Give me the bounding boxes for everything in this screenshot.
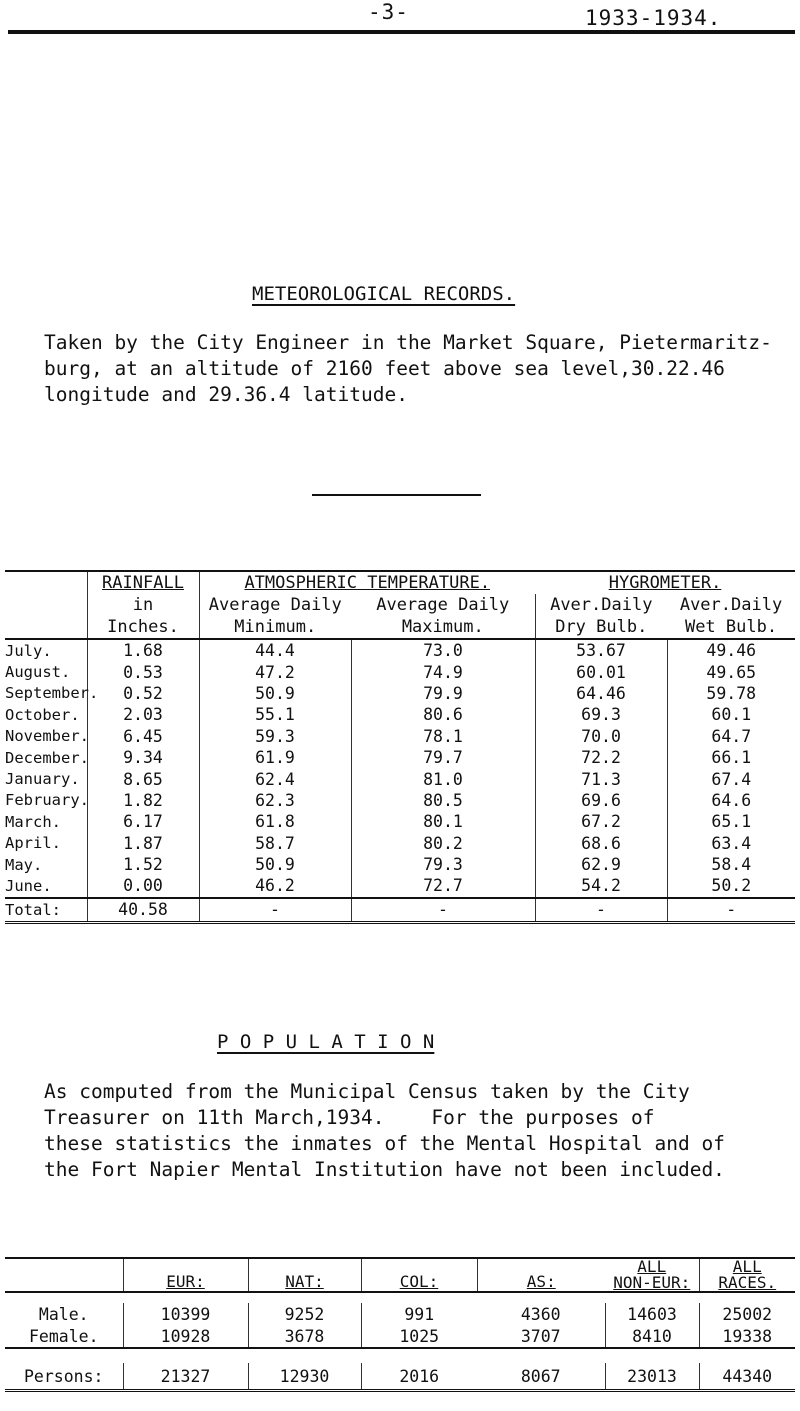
cell-min: 58.7 [199,833,351,854]
cell-rain: 1.82 [87,790,199,811]
page-year: 1933-1934. [585,6,722,30]
cell-all-races: 19338 [699,1325,795,1348]
month-label: May. [5,855,43,874]
cell-wet: 64.7 [667,726,795,747]
cell-dry: 62.9 [535,854,667,875]
cell-wet: 64.6 [667,790,795,811]
table-row [5,683,795,704]
total-max: - [351,898,535,923]
cell-dry: 53.67 [535,639,667,661]
cell-min: 62.4 [199,768,351,789]
cell-dry: 70.0 [535,726,667,747]
row-label: Persons: [5,1363,123,1391]
cell-as: 8067 [477,1363,605,1391]
hygrometer-header: HYGROMETER. [535,571,795,594]
cell-wet: 67.4 [667,768,795,789]
intro-line: Treasurer on 11th March,1934. For the purposes of [44,1106,655,1129]
cell-max: 80.1 [351,811,535,832]
month-label: September. [5,684,99,703]
persons-row [5,1363,795,1391]
cell-min: 44.4 [199,639,351,661]
cell-wet: 66.1 [667,747,795,768]
month-label: March. [5,812,61,831]
meteorological-title: METEOROLOGICAL RECORDS. [252,283,516,305]
cell-rain: 8.65 [87,768,199,789]
population-table [5,1257,795,1392]
cell-rain: 9.34 [87,747,199,768]
table-row [5,726,795,747]
total-rain: 40.58 [87,898,199,923]
total-row [5,898,795,923]
col-header: COL: [361,1258,477,1292]
row-label: Female. [5,1325,123,1348]
month-label: April. [5,834,61,853]
cell-non-eur: 14603 [605,1303,699,1325]
cell-nat: 3678 [248,1325,361,1348]
cell-wet: 59.78 [667,683,795,704]
dry-subheader: Aver.Daily [535,594,667,616]
cell-max: 79.7 [351,747,535,768]
cell-rain: 6.17 [87,811,199,832]
intro-line: longitude and 29.36.4 latitude. [44,383,408,406]
cell-max: 74.9 [351,661,535,682]
cell-min: 46.2 [199,875,351,897]
cell-max: 79.9 [351,683,535,704]
cell-wet: 63.4 [667,833,795,854]
cell-non-eur: 23013 [605,1363,699,1391]
dry-subheader-label: Dry Bulb. [535,616,667,639]
temperature-header: ATMOSPHERIC TEMPERATURE. [199,571,535,594]
max-subheader-label: Maximum. [351,616,535,639]
cell-nat: 12930 [248,1363,361,1391]
month-label: August. [5,663,71,682]
row-label: Male. [38,1304,89,1324]
intro-line: these statistics the inmates of the Mental Hospital and of [44,1132,725,1155]
table-row [5,639,795,661]
cell-col: 2016 [361,1363,477,1391]
page-number: -3- [368,0,409,24]
cell-dry: 69.3 [535,704,667,725]
month-label: November. [5,727,89,746]
cell-wet: 65.1 [667,811,795,832]
table-row [5,661,795,682]
cell-dry: 54.2 [535,875,667,897]
cell-wet: 60.1 [667,704,795,725]
population-intro [44,1079,725,1183]
table-row [5,1303,795,1325]
month-label: July. [5,641,52,660]
population-title-text: P O P U L A T I O N [217,1031,435,1053]
cell-eur: 10399 [123,1303,248,1325]
cell-all-races: 25002 [699,1303,795,1325]
wet-subheader-label: Wet Bulb. [667,616,795,639]
total-label: Total: [5,898,87,923]
cell-nat: 9252 [248,1303,361,1325]
cell-min: 61.9 [199,747,351,768]
cell-all-races: 44340 [699,1363,795,1391]
population-title [217,1031,434,1053]
table-row [5,811,795,832]
rain-subheader: in [87,594,199,616]
eur-header: EUR: [123,1258,248,1292]
table-row [5,790,795,811]
cell-wet: 50.2 [667,875,795,897]
cell-max: 73.0 [351,639,535,661]
table-row [5,854,795,875]
cell-min: 61.8 [199,811,351,832]
cell-max: 78.1 [351,726,535,747]
min-subheader-label: Minimum. [199,616,351,639]
month-label: January. [5,770,80,789]
intro-line: the Fort Napier Mental Institution have not been included. [44,1158,725,1181]
cell-rain: 1.68 [87,639,199,661]
cell-wet: 49.46 [667,639,795,661]
non-eur-header: ALL NON-EUR: [605,1258,699,1292]
cell-as: 4360 [520,1304,561,1324]
total-dry: - [535,898,667,923]
cell-wet: 49.65 [667,661,795,682]
total-min: - [199,898,351,923]
cell-dry: 67.2 [535,811,667,832]
cell-eur: 10928 [123,1325,248,1348]
cell-as: 3707 [477,1325,605,1348]
min-subheader: Average Daily [199,594,351,616]
cell-dry: 68.6 [535,833,667,854]
table-row [5,1325,795,1348]
month-label: December. [5,748,89,767]
intro-line: As computed from the Municipal Census taken by the City [44,1080,690,1103]
intro-line: burg, at an altitude of 2160 feet above sea level,30.22.46 [44,357,725,380]
meteorological-intro [44,330,772,408]
table-row [5,833,795,854]
cell-rain: 2.03 [87,704,199,725]
cell-max: 80.2 [351,833,535,854]
cell-min: 50.9 [199,854,351,875]
as-header: AS: [477,1258,605,1292]
cell-max: 72.7 [351,875,535,897]
cell-eur: 21327 [123,1363,248,1391]
table-row [5,747,795,768]
cell-min: 62.3 [199,790,351,811]
separator-rule [312,494,481,496]
intro-line: Taken by the City Engineer in the Market Square, Pietermaritz- [44,331,772,354]
cell-non-eur: 8410 [605,1325,699,1348]
cell-dry: 71.3 [535,768,667,789]
cell-min: 55.1 [199,704,351,725]
rain-subheader-unit: Inches. [87,616,199,639]
cell-min: 47.2 [199,661,351,682]
cell-col: 991 [361,1303,477,1325]
cell-dry: 69.6 [535,790,667,811]
cell-min: 50.9 [199,683,351,704]
cell-rain: 0.53 [87,661,199,682]
cell-wet: 58.4 [667,854,795,875]
table-row [5,768,795,789]
month-label: February. [5,791,89,810]
wet-subheader: Aver.Daily [679,595,783,615]
cell-dry: 60.01 [535,661,667,682]
cell-rain: 1.87 [87,833,199,854]
cell-max: 81.0 [351,768,535,789]
cell-rain: 1.52 [87,854,199,875]
cell-max: 79.3 [351,854,535,875]
nat-header: NAT: [248,1258,361,1292]
table-row [5,704,795,725]
cell-rain: 6.45 [87,726,199,747]
cell-max: 80.6 [351,704,535,725]
header-rule [8,30,795,34]
cell-col: 1025 [361,1325,477,1348]
rainfall-header: RAINFALL [87,571,199,594]
month-label: June. [5,876,52,895]
month-label: October. [5,705,80,724]
table-row [5,875,795,897]
meteorological-table [5,570,795,924]
total-wet: - [667,898,795,923]
cell-dry: 72.2 [535,747,667,768]
cell-rain: 0.52 [87,683,199,704]
cell-dry: 64.46 [535,683,667,704]
cell-rain: 0.00 [87,875,199,897]
cell-max: 80.5 [351,790,535,811]
max-subheader: Average Daily [376,595,510,615]
all-races-header: ALL RACES. [699,1258,795,1292]
cell-min: 59.3 [199,726,351,747]
